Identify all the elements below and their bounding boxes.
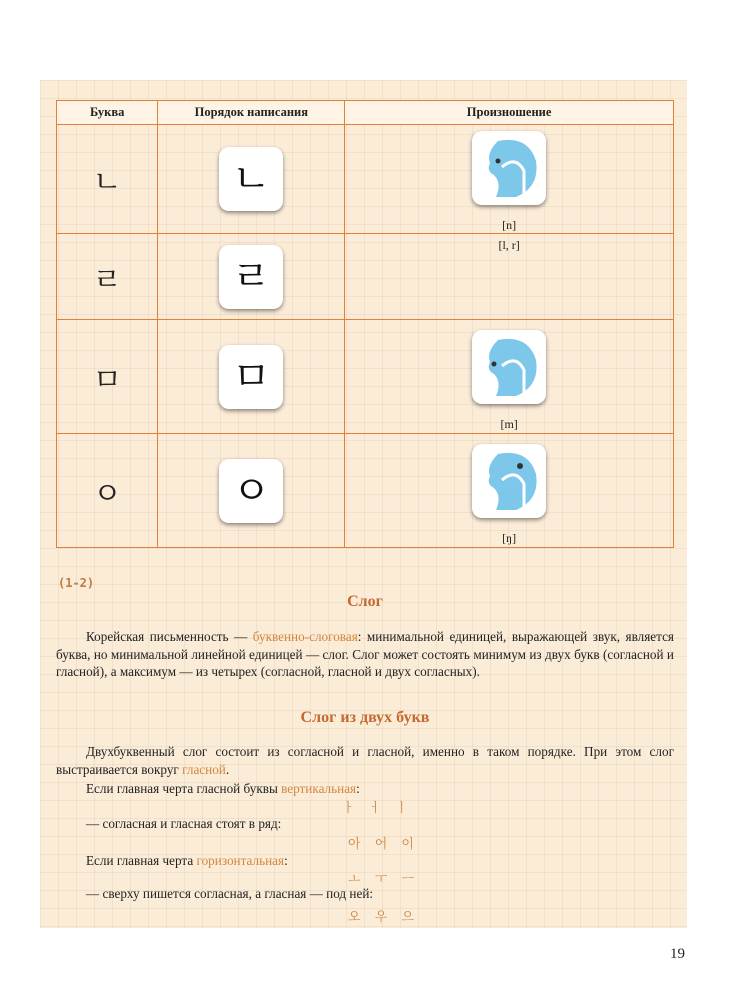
heading-syllable: Слог	[347, 593, 383, 610]
table-header-row	[57, 101, 674, 125]
writing-order-card: ㅁ	[219, 345, 283, 409]
table-row	[57, 125, 674, 234]
table-row	[57, 320, 674, 434]
line-vertical-rule: Если главная черта гласной буквы вертикальная:	[86, 781, 360, 796]
paragraph-two-letter: Двухбуквенный слог состоит из согласной и гласной, именно в таком порядке. При этом слог выстраивается вокруг гласной.	[56, 744, 674, 777]
pronunciation-label: [n]	[502, 218, 517, 232]
vowels-horizontal: ㅗ ㅜ ㅡ	[348, 872, 419, 887]
syllables-horizontal: 오 우 으	[348, 910, 419, 925]
letter-cell: ㄹ	[92, 262, 122, 298]
line-row-arrangement: — согласная и гласная стоят в ряд:	[86, 816, 282, 831]
mouth-diagram-icon	[472, 330, 546, 404]
writing-order-card: ㅇ	[219, 459, 283, 523]
table-row	[57, 234, 674, 320]
header-letter: Буква	[57, 101, 158, 125]
paragraph-syllable: Корейская письменность — буквенно-слоговая: минимальной единицей, выражающей звук, является буква, но минимальной линейной единицей — слог. Слог может состоять минимум из двух букв (согласной и гласной), а максимум — из четырех (согласной, гласной и двух согласных).	[56, 629, 674, 679]
letter-cell: ㄴ	[92, 165, 122, 200]
line-top-bottom-arrangement: — сверху пишется согласная, а гласная — под ней:	[86, 886, 374, 901]
header-pronunciation: Произношение	[345, 101, 674, 125]
page-number: 19	[670, 946, 685, 962]
table-row	[57, 434, 674, 548]
pronunciation-label: [ŋ]	[502, 530, 517, 545]
letter-cell: ㅁ	[92, 362, 122, 398]
section-tag: (1-2)	[58, 576, 95, 590]
vowels-vertical: ㅏ ㅓ ㅣ	[342, 801, 413, 816]
letter-cell: ㅇ	[92, 476, 122, 512]
writing-order-card: ㄴ	[219, 147, 283, 211]
mouth-diagram-icon	[472, 131, 546, 205]
syllables-vertical: 아 어 이	[348, 837, 419, 852]
pronunciation-label: [m]	[500, 416, 518, 431]
header-writing-order: Порядок написания	[158, 101, 345, 125]
writing-order-card: ㄹ	[219, 245, 283, 309]
heading-two-letter-syllable: Слог из двух букв	[300, 709, 430, 726]
line-horizontal-rule: Если главная черта горизонтальная:	[86, 853, 288, 868]
mouth-diagram-icon	[472, 444, 546, 518]
letters-table	[56, 100, 674, 548]
pronunciation-label: [l, r]	[498, 238, 520, 252]
